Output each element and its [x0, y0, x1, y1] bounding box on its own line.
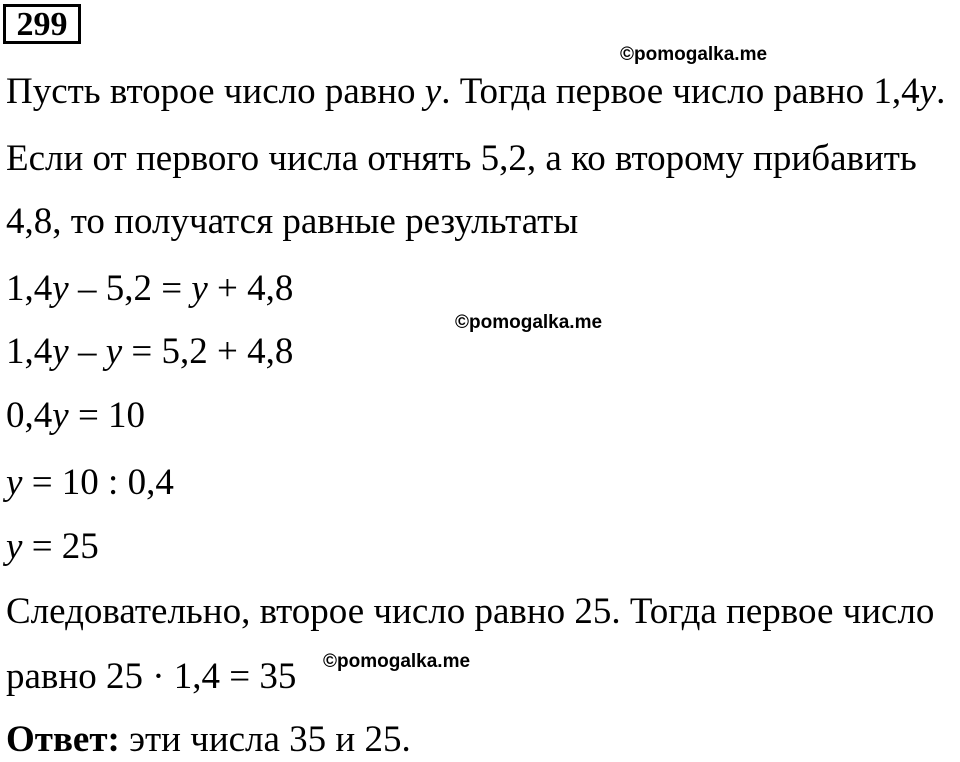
answer-label: Ответ:: [6, 719, 120, 760]
problem-number-box: 299: [3, 4, 81, 44]
text-segment: = 25: [22, 526, 99, 567]
math-variable: y: [105, 331, 123, 372]
math-variable: y: [191, 268, 208, 309]
text-segment: Пусть второе число равно: [6, 71, 425, 112]
equation-5: [6, 525, 99, 569]
equation-2: [6, 330, 293, 374]
math-variable: y: [52, 395, 69, 436]
watermark-bottom: ©pomogalka.me: [323, 651, 471, 672]
text-line-2: Если от первого числа отнять 5,2, а ко второму прибавить: [6, 138, 917, 179]
equation-4: [6, 461, 174, 505]
math-variable: y: [6, 526, 23, 567]
equation-3: [6, 394, 145, 438]
text-segment: . Тогда первое число равно 1,4: [441, 71, 920, 112]
text-segment: = 10 : 0,4: [22, 462, 174, 503]
text-line-3: 4,8, то получатся равные результаты: [6, 201, 579, 242]
math-variable: y: [6, 462, 23, 503]
text-segment: –: [68, 331, 106, 372]
text-segment: 1,4: [6, 268, 53, 309]
text-segment: = 10: [68, 395, 146, 436]
text-segment: – 5,2 =: [68, 268, 192, 309]
text-segment: .: [936, 71, 946, 112]
answer-text: эти числа 35 и 25.: [119, 719, 411, 760]
text-line-5: равно 25 · 1,4 = 35: [6, 656, 297, 697]
text-segment: 0,4: [6, 395, 53, 436]
math-variable: y: [52, 331, 69, 372]
answer-line: [6, 718, 411, 762]
equation-1: [6, 267, 293, 311]
math-variable: y: [919, 71, 937, 112]
text-segment: 1,4: [6, 331, 53, 372]
text-segment: + 4,8: [207, 268, 294, 309]
text-line-4: Следовательно, второе число равно 25. Тогда первое число: [6, 591, 935, 632]
math-variable: y: [52, 268, 69, 309]
watermark-top: ©pomogalka.me: [620, 44, 768, 65]
math-variable: y: [424, 71, 442, 112]
text-line-1: [6, 70, 945, 114]
text-segment: = 5,2 + 4,8: [122, 331, 294, 372]
watermark-middle: ©pomogalka.me: [455, 312, 603, 333]
